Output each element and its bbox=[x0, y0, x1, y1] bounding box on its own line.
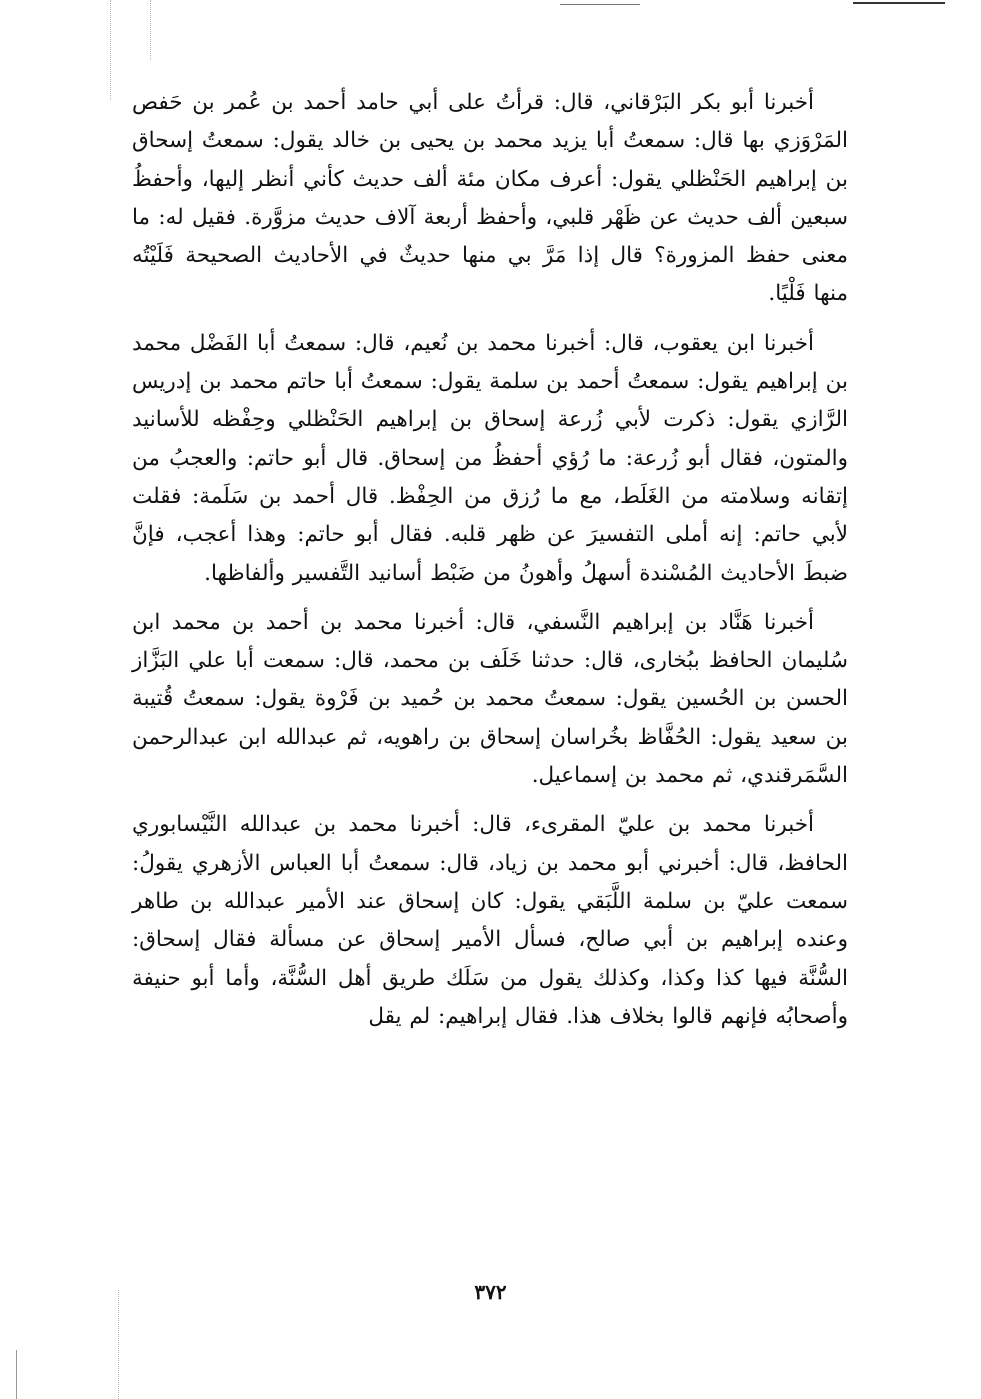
scan-mark bbox=[118, 1290, 119, 1399]
page-body bbox=[132, 84, 848, 1047]
paragraph-4: أخبرنا محمد بن عليّ المقرىء، قال: أخبرنا محمد بن عبدالله النَّيْسابوري الحافظ، قال: أخبرني أبو محمد بن زياد، قال: سمعتُ أبا العباس الأزهري يقولُ: سمعت عليّ بن سلمة اللَّبَقي يقول: كان إسحاق عند الأمير عبدالله بن طاهر وعنده إبراهيم بن أبي صالح، فسأل الأمير إسحاق عن مسألة فقال إسحاق: السُّنَّة فيها كذا وكذا، وكذلك يقول من سَلَك طريق أهل السُّنَّة، وأما أبو حنيفة وأصحابُه فإنهم قالوا بخلاف هذا. فقال إبراهيم: لم يقل bbox=[132, 812, 848, 1029]
scan-mark bbox=[110, 0, 111, 100]
paragraph-2: أخبرنا ابن يعقوب، قال: أخبرنا محمد بن نُعيم، قال: سمعتُ أبا الفَضْل محمد بن إبراهيم يقول: سمعتُ أحمد بن سلمة يقول: سمعتُ أبا حاتم محمد بن إدريس الرَّازي يقول: ذكرت لأبي زُرعة إسحاق بن إبراهيم الحَنْظلي وحِفْظه للأسانيد والمتون، فقال أبو زُرعة: ما رُؤي أحفظُ من إسحاق. قال أبو حاتم: والعجبُ من إتقانه وسلامته من الغَلَط، مع ما رُزق من الحِفْظ. قال أحمد بن سَلَمة: فقلت لأبي حاتم: إنه أملى التفسيرَ عن ظهر قلبه. فقال أبو حاتم: وهذا أعجب، فإنَّ ضبطَ الأحاديث المُسْندة أسهلُ وأهونُ من ضَبْط أسانيد التَّفسير وألفاظها. bbox=[132, 330, 848, 586]
scan-mark bbox=[150, 0, 151, 60]
page-number: ٣٧٢ bbox=[474, 1280, 507, 1304]
top-rule bbox=[853, 2, 945, 4]
scan-mark bbox=[16, 1350, 17, 1399]
paragraph-1: أخبرنا أبو بكر البَرْقاني، قال: قرأتُ على أبي حامد أحمد بن عُمر بن حَفص المَرْوَزي بها قال: سمعتُ أبا يزيد محمد بن يحيى بن خالد يقول: سمعتُ إسحاق بن إبراهيم الحَنْظلي يقول: أعرف مكان مئة ألف حديث كأني أنظر إليها، وأحفظُ سبعين ألف حديث عن ظَهْر قلبي، وأحفظ أربعة آلاف حديث مزوَّرة. فقيل له: ما معنى حفظ المزورة؟ قال إذا مَرَّ بي منها حديثٌ في الأحاديث الصحيحة فَلَيْتُه منها فَلْيًا. bbox=[132, 90, 848, 307]
header-rule bbox=[560, 4, 640, 5]
paragraph-3: أخبرنا هَنَّاد بن إبراهيم النَّسفي، قال: أخبرنا محمد بن أحمد بن محمد ابن سُليمان الحافظ ببُخارى، قال: حدثنا خَلَف بن محمد، قال: سمعت أبا علي البَزَّاز الحسن بن الحُسين يقول: سمعتُ محمد بن حُميد بن فَرْوة يقول: سمعتُ قُتيبة بن سعيد يقول: الحُفَّاظ بخُراسان إسحاق بن راهويه، ثم عبدالله ابن عبدالرحمن السَّمَرقندي، ثم محمد بن إسماعيل. bbox=[132, 609, 848, 789]
